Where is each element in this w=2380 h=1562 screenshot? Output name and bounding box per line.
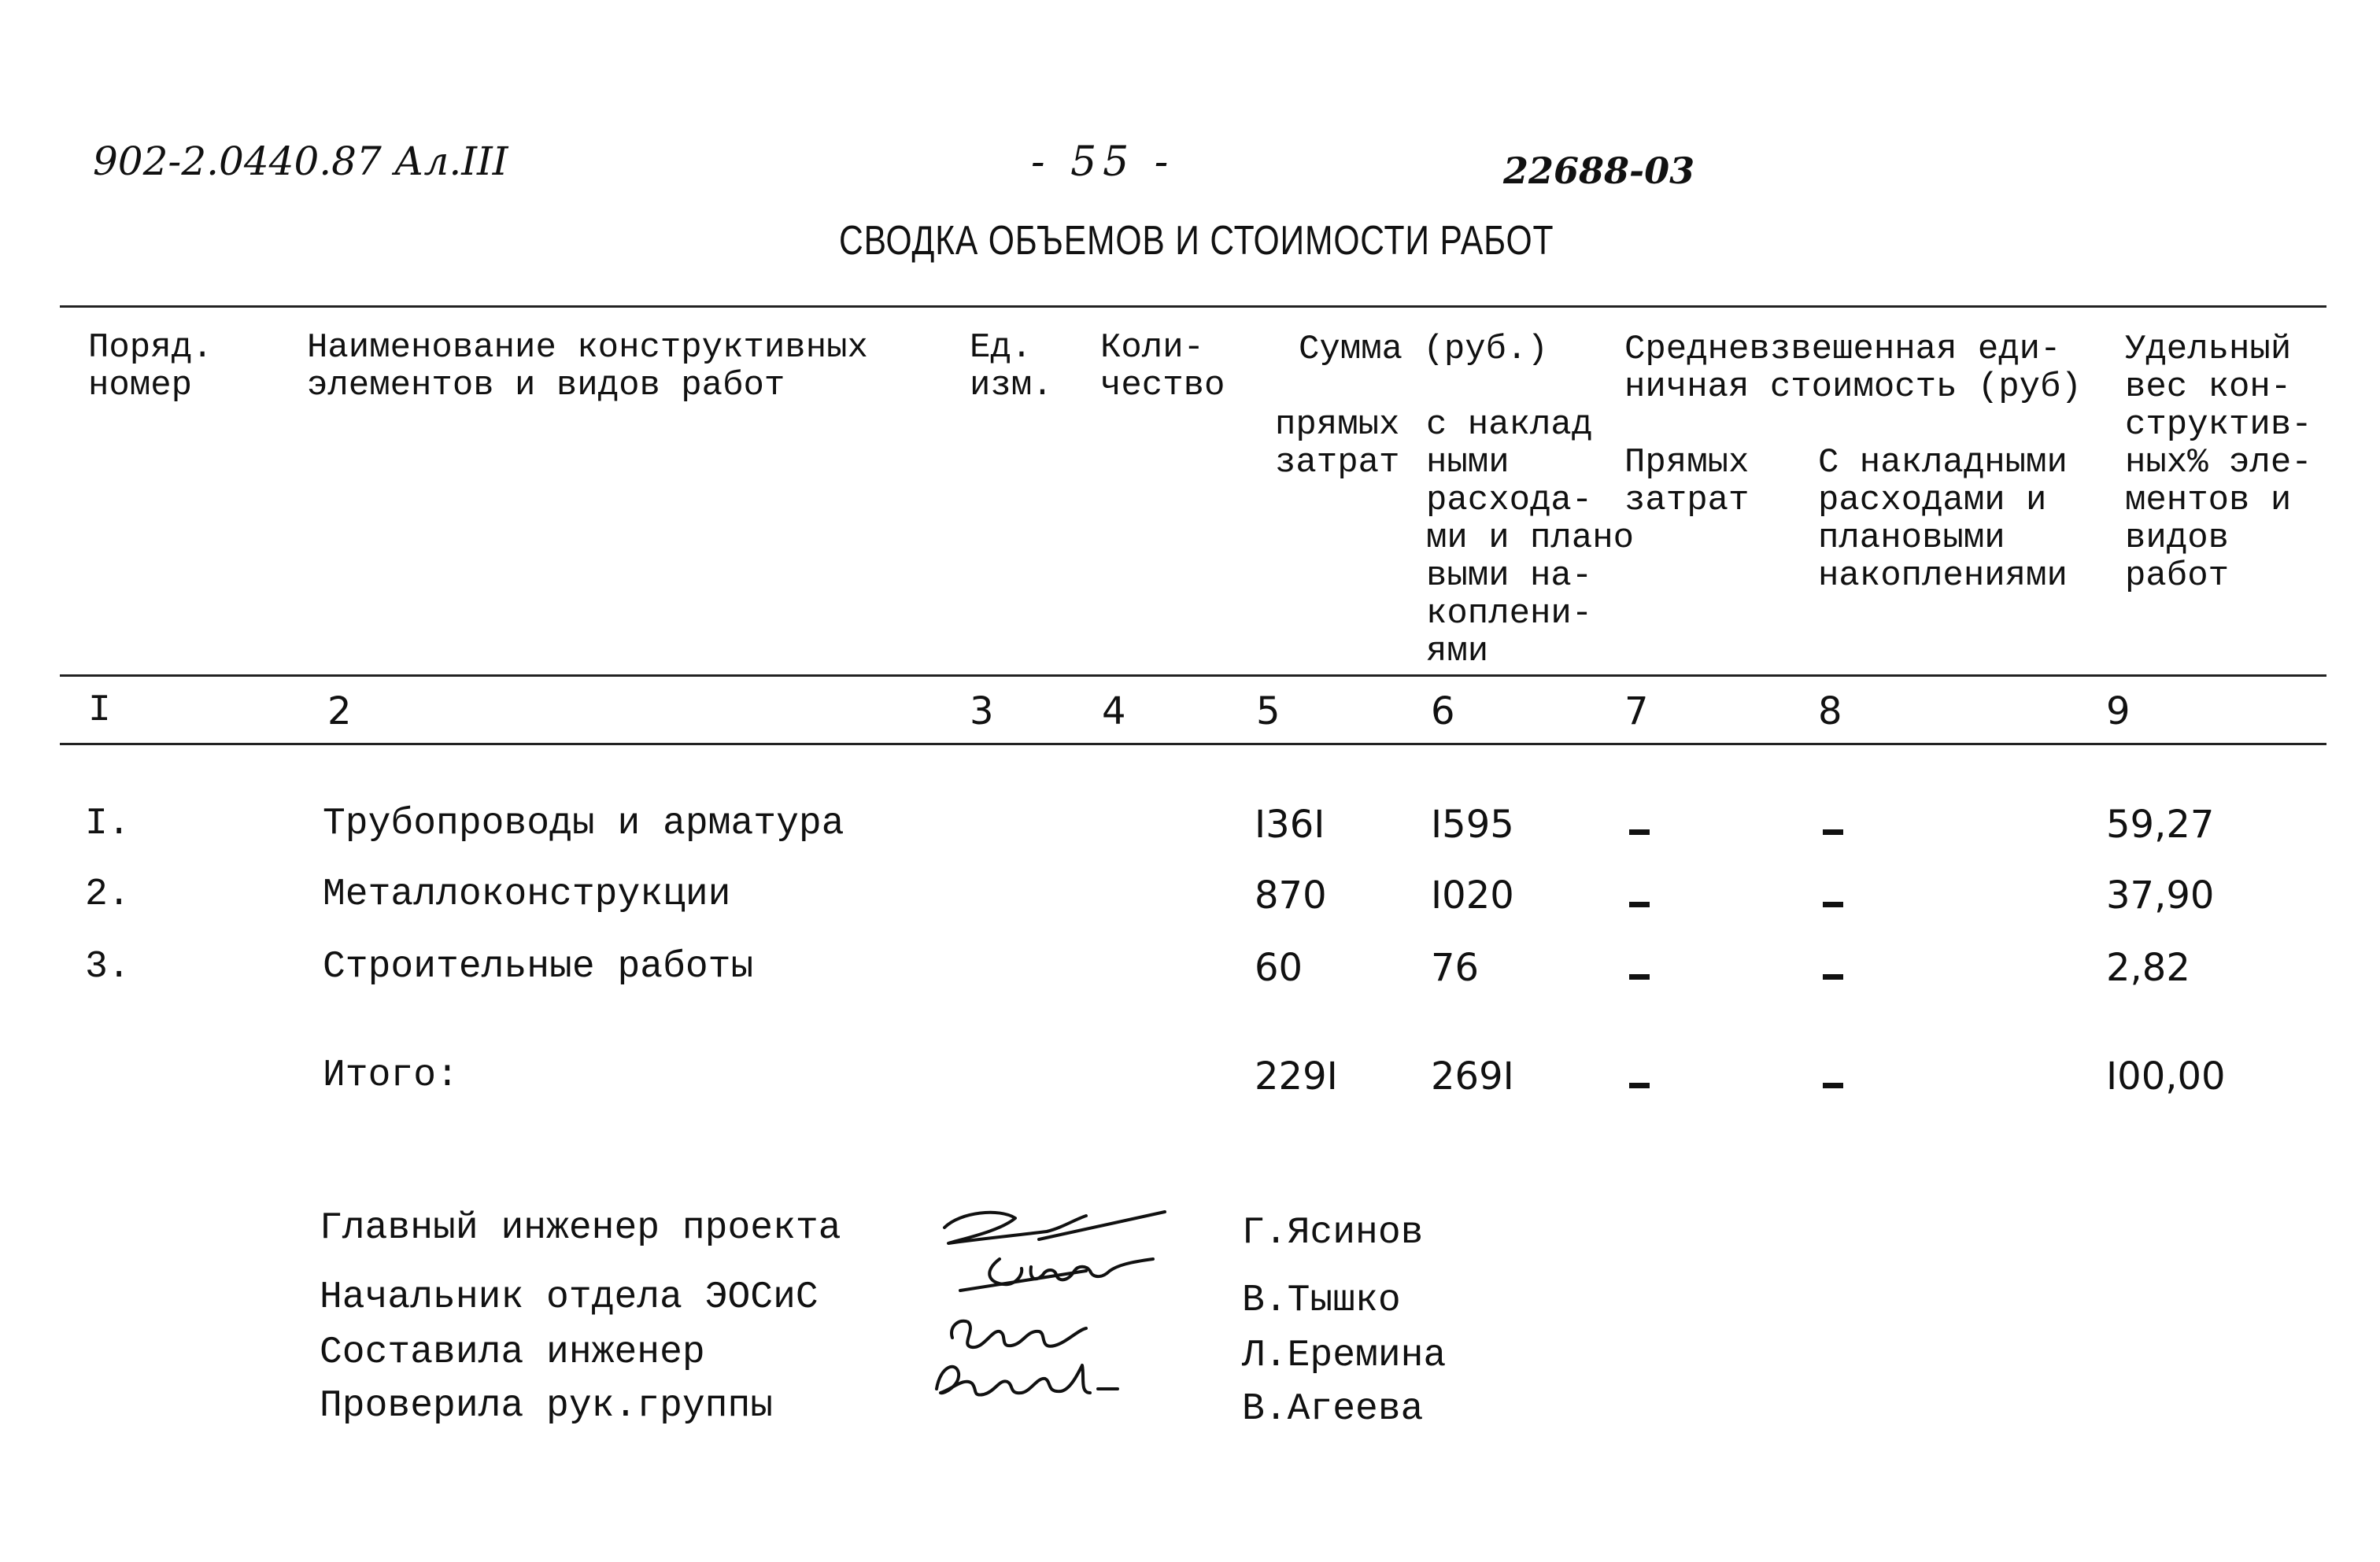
column-number: 7	[1624, 689, 1649, 733]
header-avg-unit-cost-group: Средневзвешенная еди- ничная стоимость (руб)	[1624, 330, 2082, 407]
row-overhead-cost: I020	[1431, 873, 1514, 918]
signatory-role: Составила инженер	[320, 1331, 705, 1374]
header-avg-direct: Прямых затрат	[1624, 443, 1750, 520]
column-number: I	[88, 689, 111, 732]
row-avg-overhead	[1823, 902, 1843, 907]
header-unit: Ед. изм.	[970, 328, 1053, 405]
header-sum-group: Сумма (руб.)	[1299, 330, 1548, 369]
signatory-role: Начальник отдела ЭОСиС	[320, 1276, 819, 1319]
row-name: Трубопроводы и арматура	[323, 803, 844, 845]
header-bottom-rule-left	[60, 674, 1582, 677]
column-number: 6	[1431, 689, 1455, 733]
signatory-name: В.Тышко	[1242, 1280, 1401, 1322]
column-number: 9	[2106, 689, 2131, 733]
row-name: Металлоконструкции	[323, 873, 731, 916]
row-name: Строительные работы	[323, 946, 754, 988]
row-avg-direct	[1629, 829, 1650, 835]
signatory-name: Л.Еремина	[1242, 1335, 1447, 1377]
row-share: 59,27	[2106, 803, 2215, 847]
column-number-rule	[60, 743, 2326, 745]
header-quantity: Коли- чество	[1100, 328, 1225, 405]
column-number: 8	[1818, 689, 1842, 733]
header-element-name: Наименование конструктивных элементов и видов работ	[307, 328, 868, 405]
row-share: 37,90	[2106, 873, 2215, 918]
header-order-number: Поряд. номер	[88, 328, 213, 405]
header-direct-costs: прямых затрат	[1275, 405, 1400, 482]
column-number: 2	[327, 689, 352, 733]
header-with-overhead: с наклад ными расхода- ми и плано выми на- коплени- ями	[1426, 405, 1635, 671]
signatory-role: Проверила рук.группы	[320, 1385, 774, 1427]
row-direct-cost: 870	[1255, 873, 1327, 918]
column-number: 4	[1102, 689, 1126, 733]
row-share: 2,82	[2106, 946, 2190, 990]
row-avg-overhead	[1823, 829, 1843, 835]
total-direct-cost: 229I	[1255, 1054, 1338, 1099]
row-avg-overhead	[1823, 974, 1843, 980]
total-share: I00,00	[2106, 1054, 2226, 1099]
handwritten-signatures	[929, 1196, 1181, 1409]
row-overhead-cost: I595	[1431, 803, 1514, 847]
signatory-role: Главный инженер проекта	[320, 1207, 841, 1250]
row-avg-direct	[1629, 902, 1650, 907]
total-avg-overhead	[1823, 1083, 1843, 1088]
signature-1-underline	[1039, 1212, 1165, 1239]
document-number: 22688-03	[1503, 150, 1695, 192]
header-avg-overhead: С накладными расходами и плановыми накоплениями	[1818, 443, 2068, 596]
signatory-name: Г.Ясинов	[1242, 1212, 1424, 1254]
header-bottom-rule-right	[1582, 674, 2326, 677]
row-number: 2.	[85, 873, 131, 916]
signatory-name: В.Агеева	[1242, 1388, 1424, 1431]
signature-3-stroke	[952, 1321, 1086, 1347]
row-overhead-cost: 76	[1431, 946, 1480, 990]
row-avg-direct	[1629, 974, 1650, 980]
document-code: 902-2.0440.87 Ал.III	[93, 138, 508, 184]
page-number: - 55 -	[1031, 138, 1175, 186]
total-avg-direct	[1629, 1083, 1650, 1088]
signature-4-stroke	[937, 1365, 1118, 1395]
signature-2-stroke	[960, 1271, 1086, 1291]
table-top-rule	[60, 305, 2326, 308]
signature-1-stroke	[944, 1213, 1086, 1243]
page-title: СВОДКА ОБЪЕМОВ И СТОИМОСТИ РАБОТ	[839, 218, 1554, 264]
row-direct-cost: 60	[1255, 946, 1303, 990]
column-number: 5	[1256, 689, 1281, 733]
row-number: 3.	[85, 946, 131, 988]
row-direct-cost: I36I	[1255, 803, 1325, 847]
row-number: I.	[85, 803, 131, 845]
header-share: Удельный вес кон- структив- ных% эле- ментов и видов работ	[2125, 330, 2312, 596]
column-number: 3	[970, 689, 994, 733]
total-overhead-cost: 269I	[1431, 1054, 1514, 1099]
total-label: Итого:	[323, 1054, 459, 1097]
